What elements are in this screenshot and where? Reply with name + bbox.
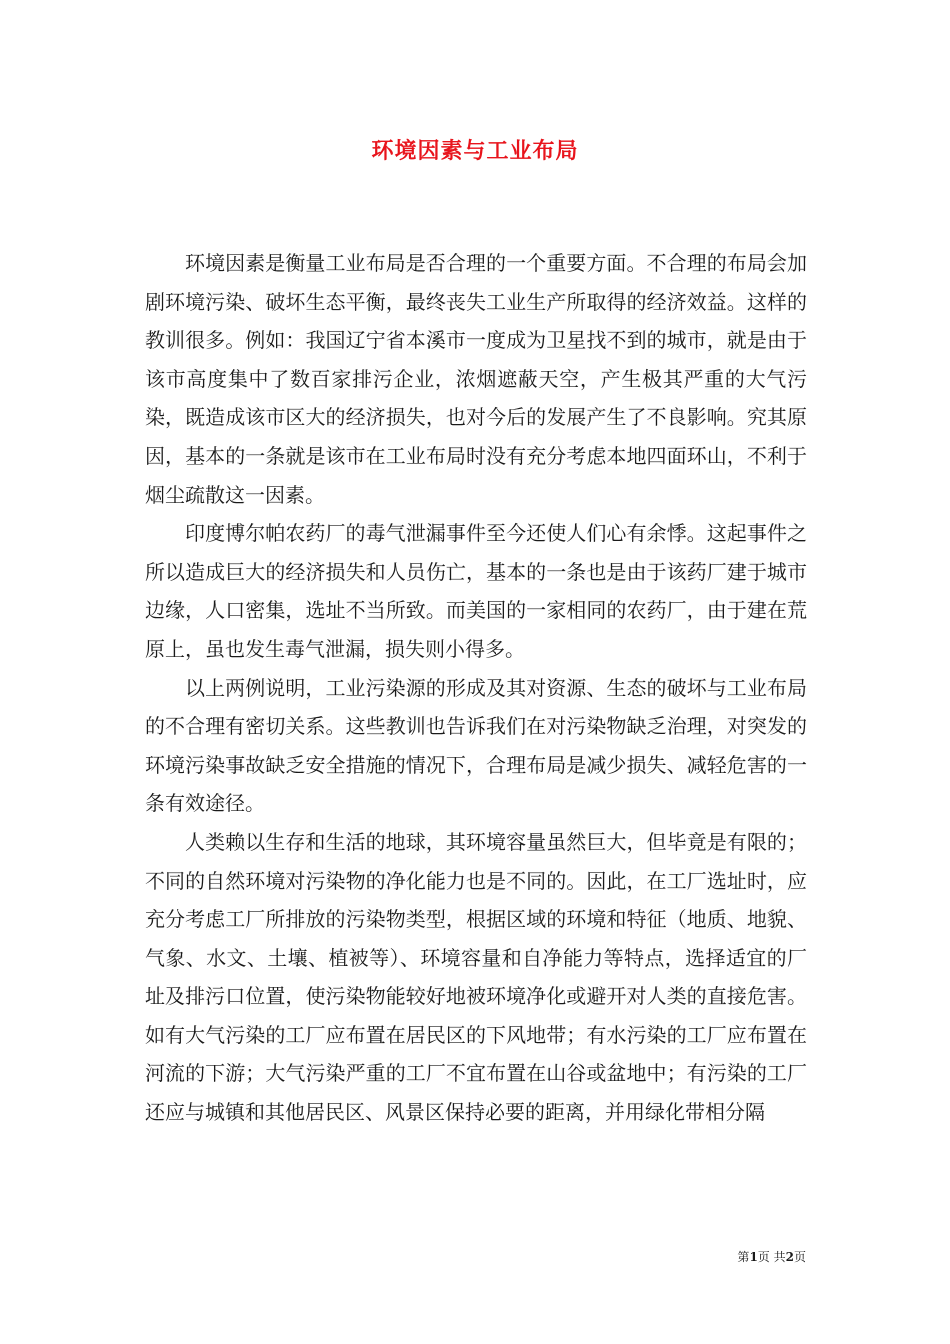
document-title: 环境因素与工业布局: [371, 138, 579, 164]
current-page-number: 1: [749, 1250, 758, 1264]
paragraph-1: 环境因素是衡量工业布局是否合理的一个重要方面。不合理的布局会加剧环境污染、破坏生态平衡，最终丧失工业生产所取得的经济效益。这样的教训很多。例如：我国辽宁省本溪市一度成为卫星找不到的城市，就是由于该市高度集中了数百家排污企业，浓烟遮蔽天空，产生极其严重的大气污染，既造成该市区大的经济损失，也对今后的发展产生了不良影响。究其原因，基本的一条就是该市在工业布局时没有充分考虑本地四面环山，不利于烟尘疏散这一因素。: [145, 251, 807, 507]
total-pages-number: 2: [785, 1250, 794, 1264]
footer-prefix: 第: [737, 1250, 750, 1264]
footer-suffix: 页: [793, 1250, 806, 1264]
paragraph-3: 以上两例说明，工业污染源的形成及其对资源、生态的破坏与工业布局的不合理有密切关系。这些教训也告诉我们在对污染物缺乏治理，对突发的环境污染事故缺乏安全措施的情况下，合理布局是减少损失、减轻危害的一条有效途径。: [145, 675, 807, 816]
page-number-footer: [0, 1248, 806, 1265]
paragraph-4: 人类赖以生存和生活的地球，其环境容量虽然巨大，但毕竟是有限的；不同的自然环境对污染物的净化能力也是不同的。因此，在工厂选址时，应充分考虑工厂所排放的污染物类型，根据区域的环境和特征（地质、地貌、气象、水文、土壤、植被等）、环境容量和自净能力等特点，选择适宜的厂址及排污口位置，使污染物能较好地被环境净化或避开对人类的直接危害。如有大气污染的工厂应布置在居民区的下风地带；有水污染的工厂应布置在河流的下游；大气污染严重的工厂不宜布置在山谷或盆地中；有污染的工厂还应与城镇和其他居民区、风景区保持必要的距离，并用绿化带相分隔: [145, 829, 807, 1125]
paragraph-2: 印度博尔帕农药厂的毒气泄漏事件至今还使人们心有余悸。这起事件之所以造成巨大的经济损失和人员伤亡，基本的一条也是由于该药厂建于城市边缘，人口密集，选址不当所致。而美国的一家相同的农药厂，由于建在荒原上，虽也发生毒气泄漏，损失则小得多。: [145, 521, 807, 661]
document-body: [145, 244, 807, 1132]
footer-middle: 页 共: [757, 1250, 786, 1264]
